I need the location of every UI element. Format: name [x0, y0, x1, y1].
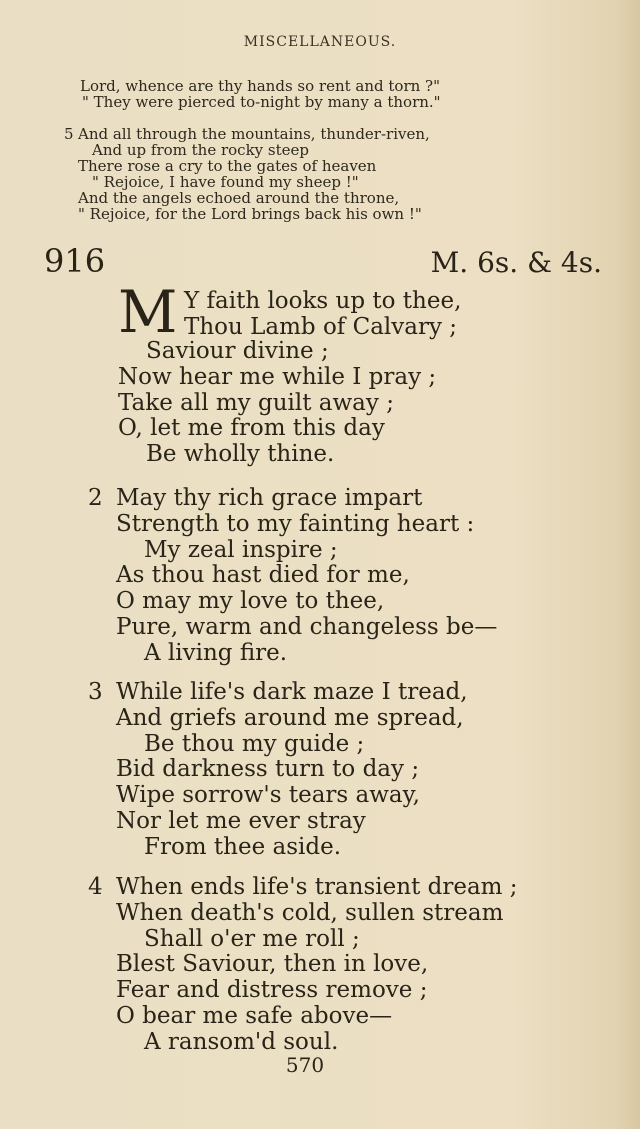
text-line: Blest Saviour, then in love, [116, 951, 429, 978]
text-line: Saviour divine ; [146, 338, 329, 364]
text-line: When death's cold, sullen stream [116, 899, 504, 926]
verse-3 [88, 679, 468, 861]
text-line: Shall o'er me roll ; [144, 925, 360, 952]
text-line: O may my love to thee, [116, 588, 385, 615]
verse-2 [88, 485, 498, 667]
text-line: Thou Lamb of Calvary ; [184, 313, 458, 340]
hymn-meter: M. 6s. & 4s. [430, 246, 602, 279]
text-line: " Rejoice, for the Lord brings back his own !" [78, 205, 422, 223]
text-line: And up from the rocky steep [92, 141, 309, 159]
text-line: A ransom'd soul. [144, 1028, 339, 1055]
text-line: And all through the mountains, thunder-riven, [78, 125, 430, 143]
text-line: Be thou my guide ; [144, 730, 365, 757]
text-line: O bear me safe above— [116, 1002, 393, 1029]
verse-number: 4 [88, 874, 103, 900]
text-line: There rose a cry to the gates of heaven [78, 157, 377, 175]
verse-number: 3 [88, 679, 103, 705]
verse-4 [88, 874, 518, 1056]
text-line: May thy rich grace impart [116, 485, 423, 511]
text-line: Take all my guilt away ; [118, 389, 394, 416]
previous-hymn-tail [80, 78, 441, 110]
text-line: My zeal inspire ; [144, 536, 338, 563]
drop-cap: M [118, 278, 178, 346]
verse-number: 2 [88, 485, 103, 511]
text-line: Pure, warm and changeless be— [116, 613, 498, 640]
text-line: Y faith looks up to thee, [184, 288, 462, 314]
page-number: 570 [285, 1053, 325, 1077]
hymn-number: 916 [44, 242, 106, 280]
text-line: When ends life's transient dream ; [116, 874, 518, 900]
text-line: And griefs around me spread, [116, 704, 464, 731]
page-header: MISCELLANEOUS. [243, 34, 397, 50]
text-line: Fear and distress remove ; [116, 977, 428, 1004]
text-line: " They were pierced to-night by many a thorn." [82, 93, 441, 111]
verse-number: 5 [64, 125, 74, 143]
text-line: Bid darkness turn to day ; [116, 756, 420, 783]
text-line: Strength to my fainting heart : [116, 510, 475, 537]
text-line: As thou hast died for me, [116, 562, 410, 589]
text-line: And the angels echoed around the throne, [78, 189, 400, 207]
text-line: From thee aside. [144, 833, 342, 860]
text-line: Now hear me while I pray ; [118, 363, 437, 390]
text-line: Be wholly thine. [146, 441, 335, 468]
text-line: Lord, whence are thy hands so rent and torn ?" [80, 77, 440, 95]
text-line: O, let me from this day [118, 415, 385, 442]
verse-1-opening [184, 289, 461, 341]
text-line: While life's dark maze I tread, [116, 679, 468, 705]
verse-1 [118, 339, 436, 468]
text-line: A living fire. [144, 639, 288, 666]
text-line: Wipe sorrow's tears away, [116, 782, 420, 809]
text-line: " Rejoice, I have found my sheep !" [92, 173, 359, 191]
previous-hymn-verse-5 [64, 125, 430, 223]
text-line: Nor let me ever stray [116, 807, 366, 834]
